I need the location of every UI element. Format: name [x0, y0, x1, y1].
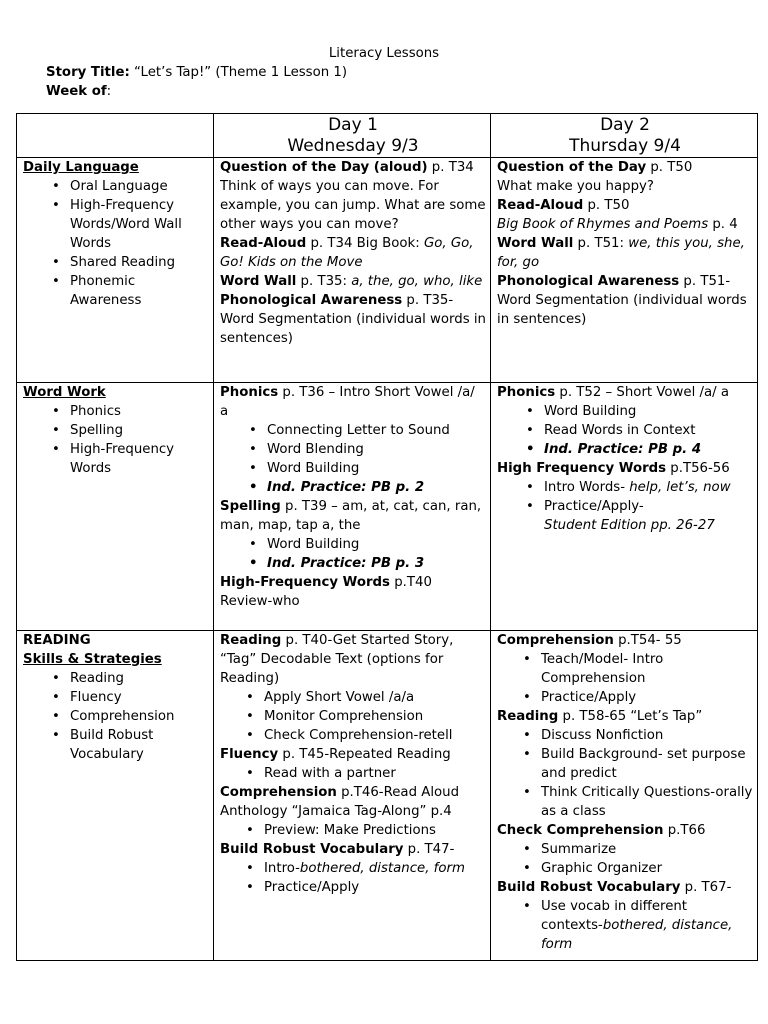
list-item: • Apply Short Vowel /a/a [264, 688, 486, 707]
list-item: • Summarize [541, 840, 753, 859]
phono-text: p. T51-Word Segmentation (individual words in sentences) [497, 274, 747, 327]
reading-day1 [214, 631, 491, 961]
qotd-ref: p. T50 [646, 160, 693, 175]
spelling-text: p. T39 – am, at, cat, can, ran, man, map, tap a, the [220, 499, 482, 533]
reading-row [17, 631, 758, 961]
reading-label: Reading [220, 633, 282, 648]
list-item: • Phonemic Awareness [70, 272, 209, 310]
readaloud-page: p. 4 [708, 217, 738, 232]
list-item: • Teach/Model- Intro Comprehension [541, 650, 753, 688]
daily-language-label-cell [17, 158, 214, 383]
week-of-line [46, 82, 726, 101]
list-item: • Check Comprehension-retell [264, 726, 486, 745]
spelling-list [220, 535, 486, 573]
vocab-list [220, 859, 486, 897]
comp-label: Comprehension [497, 633, 614, 648]
reading-title: Skills & Strategies [23, 652, 162, 667]
corner-cell [17, 114, 214, 158]
reading-title-top: READING [23, 633, 91, 648]
list-item: • Monitor Comprehension [264, 707, 486, 726]
list-item [544, 497, 753, 535]
day2-header [491, 114, 758, 158]
hfw-text: p.T40 [389, 575, 432, 590]
story-title-line [46, 63, 726, 82]
fluency-label: Fluency [220, 747, 279, 762]
list-item: • Word Building [267, 535, 486, 554]
word-work-day2 [491, 383, 758, 631]
list-item [264, 859, 486, 878]
reading-text: p. T58-65 “Let’s Tap” [558, 709, 703, 724]
vocab-use-prefix: Use vocab in different contexts- [541, 899, 688, 933]
list-item: • Fluency [70, 688, 209, 707]
story-title-value: “Let’s Tap!” (Theme 1 Lesson 1) [129, 65, 348, 80]
list-item: • Build Robust Vocabulary [70, 726, 209, 764]
hfw-label: High-Frequency Words [220, 575, 390, 590]
list-item: • Phonics [70, 402, 209, 421]
phono-label: Phonological Awareness [497, 274, 680, 289]
qotd-text: What make you happy? [497, 179, 654, 194]
daily-language-day1 [214, 158, 491, 383]
list-item: • Oral Language [70, 177, 209, 196]
check-list [497, 840, 753, 878]
list-item: • Word Building [544, 402, 753, 421]
phono-text: p. T35-Word Segmentation (individual words in sentences) [220, 293, 486, 346]
hfw-text: p.T56-56 [666, 461, 730, 476]
vocab-label: Build Robust Vocabulary [497, 880, 681, 895]
reading-day2 [491, 631, 758, 961]
qotd-label: Question of the Day (aloud) [220, 160, 428, 175]
daily-language-list [23, 177, 209, 310]
hfw-intro-prefix: Intro Words- [544, 480, 630, 495]
day2-date: Thursday 9/4 [569, 136, 681, 156]
readaloud-ref: p. T34 Big Book: [306, 236, 424, 251]
list-item: • Preview: Make Predictions [264, 821, 486, 840]
fluency-text: p. T45-Repeated Reading [278, 747, 451, 762]
day-header-row [17, 114, 758, 158]
vocab-use-words: bothered, distance, form [541, 918, 733, 952]
phonics-list [497, 402, 753, 459]
hfw-label: High Frequency Words [497, 461, 667, 476]
daily-language-title: Daily Language [23, 160, 139, 175]
wordwall-label: Word Wall [220, 274, 297, 289]
list-item: • Read Words in Context [544, 421, 753, 440]
readaloud-label: Read-Aloud [220, 236, 307, 251]
readaloud-title: Big Book of Rhymes and Poems [497, 217, 709, 232]
list-item [544, 478, 753, 497]
phonics-list [220, 421, 486, 497]
comp-list [220, 821, 486, 840]
comp-text: p.T54- 55 [613, 633, 682, 648]
qotd-label: Question of the Day [497, 160, 647, 175]
word-work-label-cell [17, 383, 214, 631]
wordwall-label: Word Wall [497, 236, 574, 251]
reading-list [220, 688, 486, 745]
phonics-label: Phonics [220, 385, 279, 400]
day2-name: Day 2 [600, 115, 650, 135]
story-title-label: Story Title: [46, 65, 130, 80]
comp-text: p.T46-Read Aloud Anthology “Jamaica Tag-Along” p.4 [220, 785, 460, 819]
list-item: • Spelling [70, 421, 209, 440]
qotd-ref: p. T34 [427, 160, 474, 175]
word-work-title: Word Work [23, 385, 106, 400]
hfw-student-edition: Student Edition pp. 26-27 [544, 518, 715, 533]
reading-list [497, 726, 753, 821]
list-item: • Connecting Letter to Sound [267, 421, 486, 440]
reading-label: Reading [497, 709, 559, 724]
week-of-value: : [106, 84, 112, 99]
phonics-text: p. T52 – Short Vowel /a/ a [555, 385, 730, 400]
list-item: • Graphic Organizer [541, 859, 753, 878]
word-work-row [17, 383, 758, 631]
comp-list [497, 650, 753, 707]
word-work-day1 [214, 383, 491, 631]
list-item: • Discuss Nonfiction [541, 726, 753, 745]
fluency-list [220, 764, 486, 783]
hfw-list [497, 478, 753, 535]
readaloud-ref: p. T50 [583, 198, 630, 213]
list-item: • High-Frequency Words/Word Wall Words [70, 196, 209, 253]
list-item: • Practice/Apply [264, 878, 486, 897]
list-item: • Ind. Practice: PB p. 2 [267, 478, 486, 497]
daily-language-row [17, 158, 758, 383]
wordwall-words: a, the, go, who, like [351, 274, 483, 289]
vocab-list [497, 897, 753, 954]
vocab-intro-words: bothered, distance, form [299, 861, 465, 876]
day1-date: Wednesday 9/3 [287, 136, 419, 156]
vocab-text: p. T67- [680, 880, 732, 895]
lesson-table [16, 113, 758, 961]
list-item: • Reading [70, 669, 209, 688]
list-item [541, 897, 753, 954]
wordwall-ref: p. T35: [296, 274, 352, 289]
vocab-intro-prefix: Intro- [264, 861, 300, 876]
phonics-label: Phonics [497, 385, 556, 400]
list-item: • Build Background- set purpose and predict [541, 745, 753, 783]
readaloud-title: Go, Go, Go! Kids on the Move [220, 236, 474, 270]
list-item: • Ind. Practice: PB p. 4 [544, 440, 753, 459]
reading-text: p. T40-Get Started Story, “Tag” Decodable Text (options for Reading) [220, 633, 454, 686]
hfw-practice: Practice/Apply- [544, 499, 644, 514]
qotd-text: Think of ways you can move. For example, you can jump. What are some other ways you can move? [220, 179, 486, 232]
document-header [46, 44, 726, 101]
spelling-label: Spelling [220, 499, 281, 514]
list-item: • Practice/Apply [541, 688, 753, 707]
reading-label-cell [17, 631, 214, 961]
list-item: • Read with a partner [264, 764, 486, 783]
list-item: • Word Building [267, 459, 486, 478]
vocab-text: p. T47- [403, 842, 455, 857]
comp-label: Comprehension [220, 785, 337, 800]
wordwall-words: we, this you, she, for, go [497, 236, 745, 270]
day1-name: Day 1 [328, 115, 378, 135]
list-item: • Think Critically Questions-orally as a class [541, 783, 753, 821]
phonics-text: p. T36 – Intro Short Vowel /a/ a [220, 385, 475, 419]
readaloud-label: Read-Aloud [497, 198, 584, 213]
daily-language-day2 [491, 158, 758, 383]
list-item: • Shared Reading [70, 253, 209, 272]
hfw-intro-words: help, let’s, now [629, 480, 731, 495]
day1-header [214, 114, 491, 158]
list-item: • High-Frequency Words [70, 440, 209, 478]
vocab-label: Build Robust Vocabulary [220, 842, 404, 857]
hfw-review: Review-who [220, 594, 300, 609]
list-item: • Word Blending [267, 440, 486, 459]
page-title: Literacy Lessons [328, 46, 440, 61]
word-work-list [23, 402, 209, 478]
week-of-label: Week of [46, 84, 107, 99]
check-label: Check Comprehension [497, 823, 664, 838]
wordwall-ref: p. T51: [573, 236, 629, 251]
list-item: • Comprehension [70, 707, 209, 726]
list-item: • Ind. Practice: PB p. 3 [267, 554, 486, 573]
check-text: p.T66 [663, 823, 706, 838]
phono-label: Phonological Awareness [220, 293, 403, 308]
reading-skills-list [23, 669, 209, 764]
